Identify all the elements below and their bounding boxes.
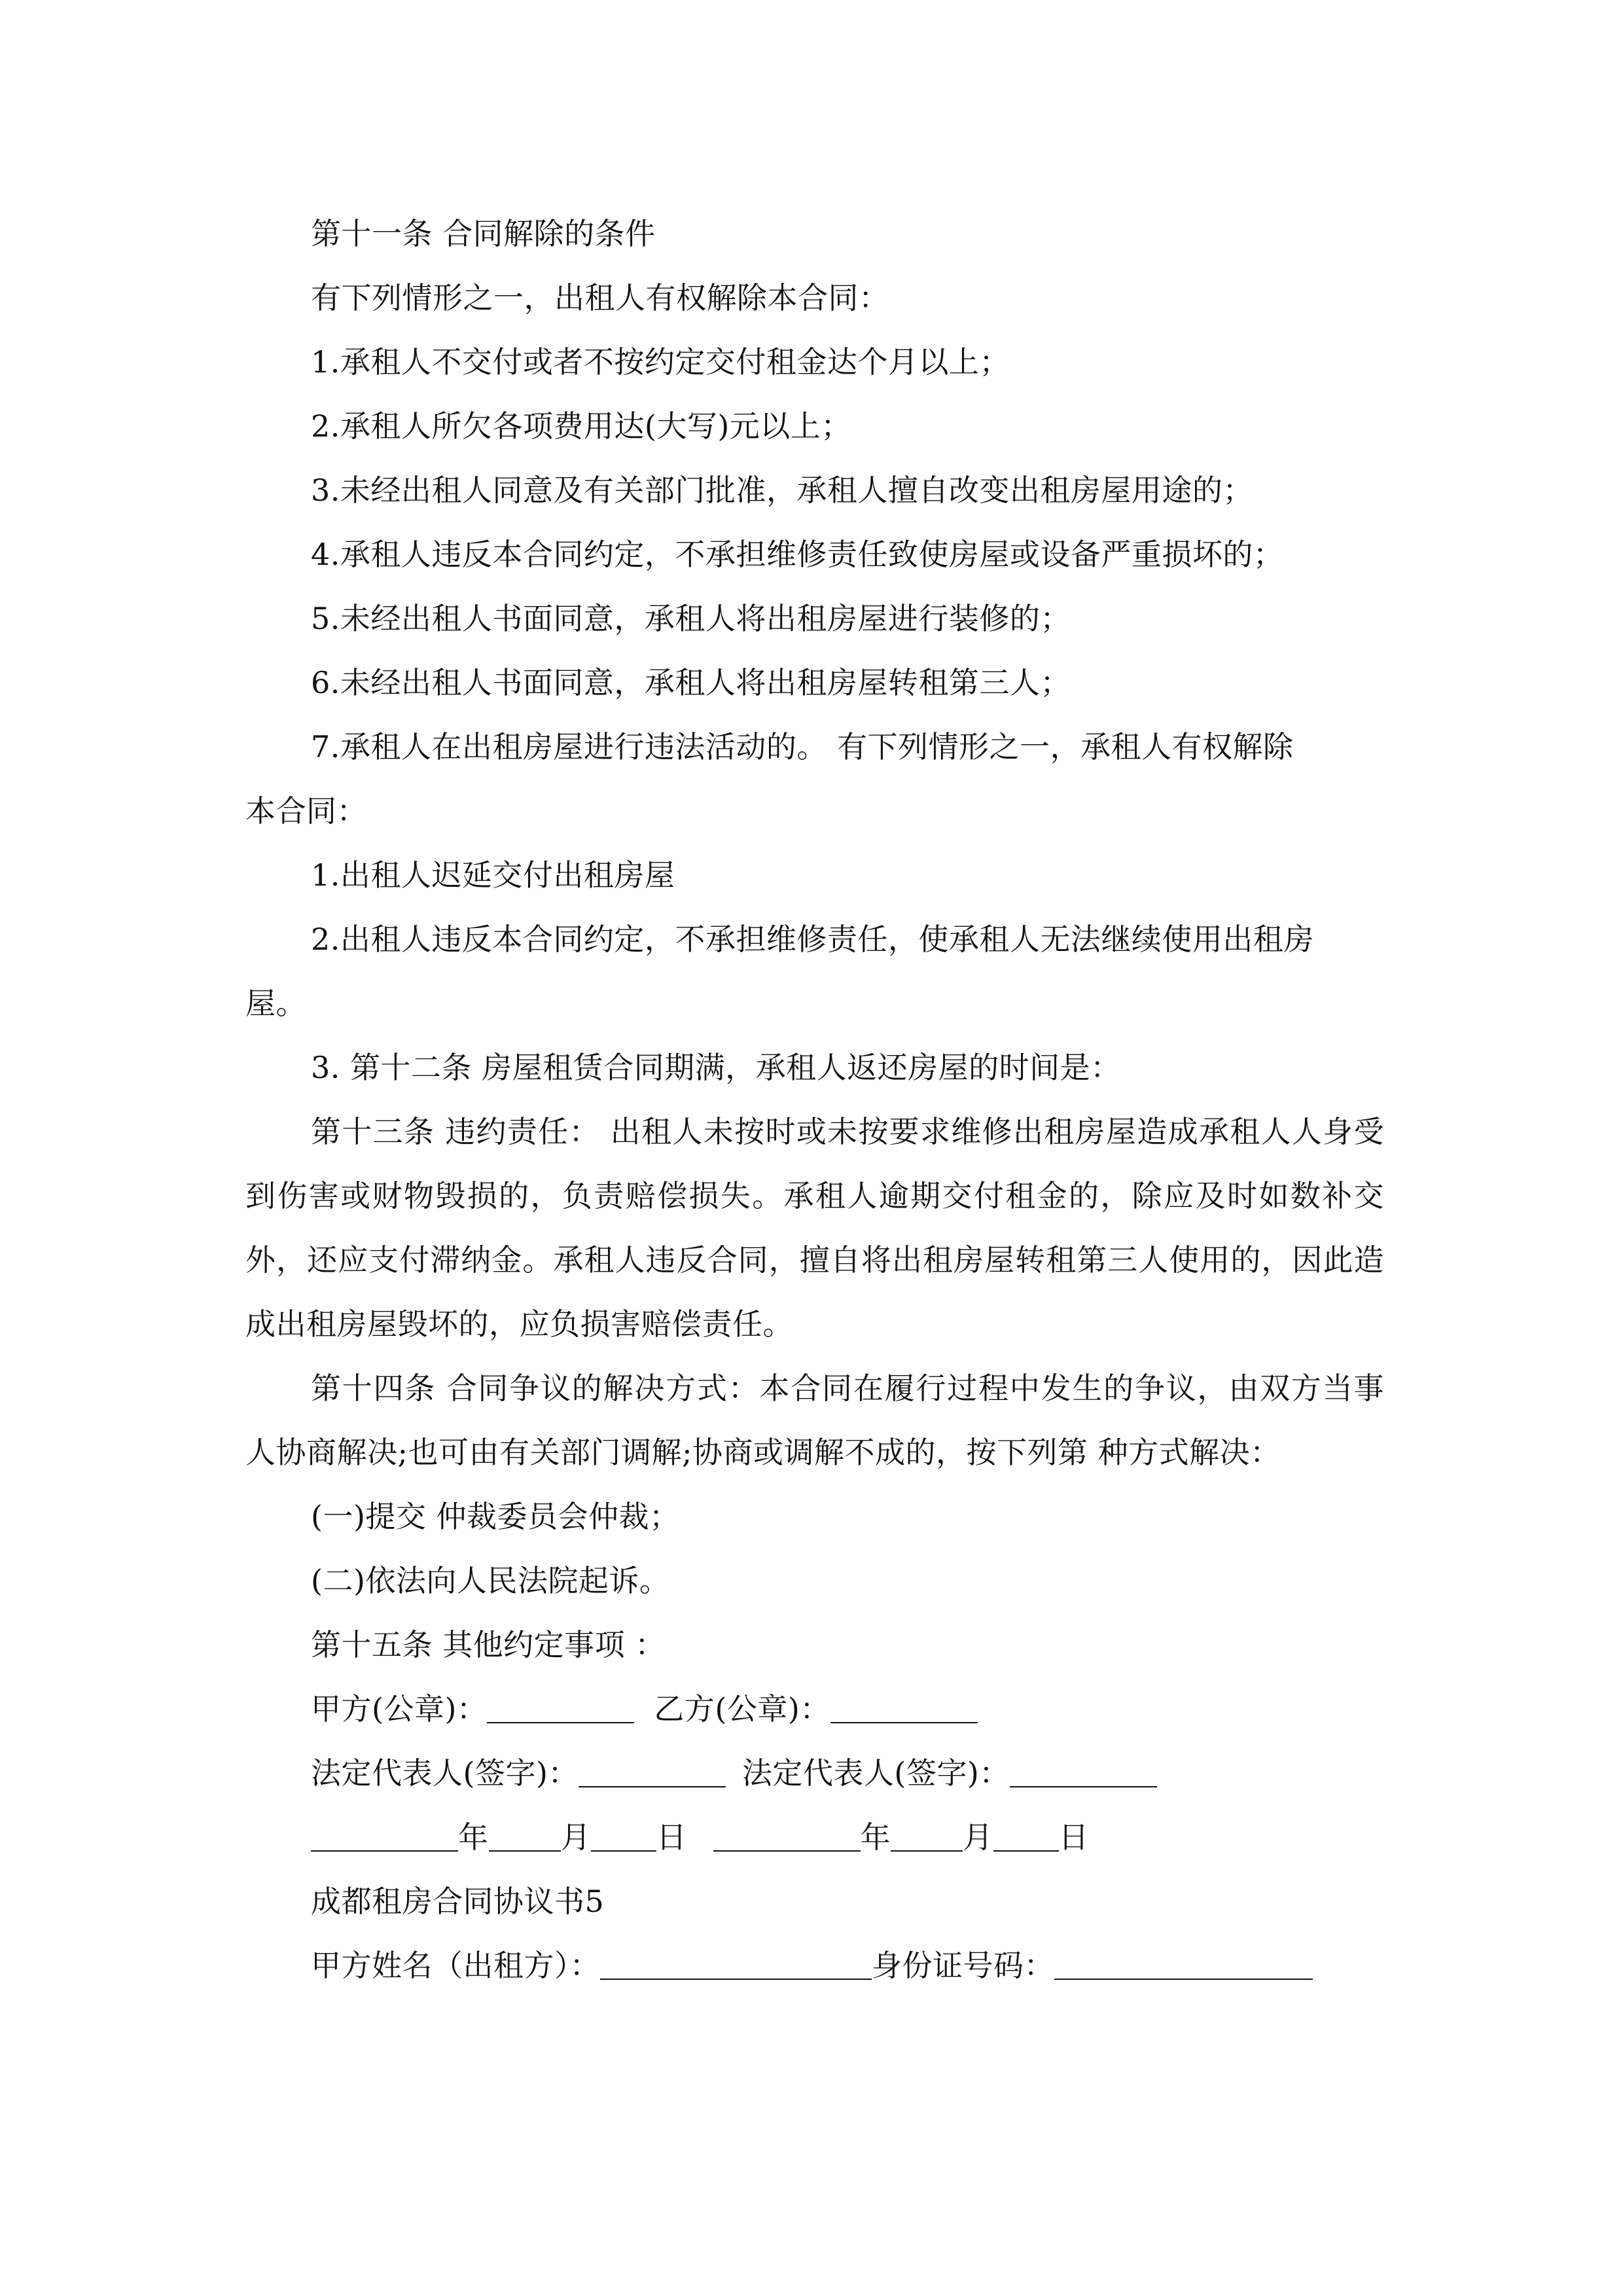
article-12: 3. 第十二条 房屋租赁合同期满，承租人返还房屋的时间是：: [311, 1050, 1121, 1085]
landlord-item-1: 1.承租人不交付或者不按约定交付租金达个月以上；: [311, 344, 1010, 380]
tenant-item-2-line2: 屋。: [245, 986, 306, 1021]
year-a-blank: [311, 1820, 458, 1852]
party-a-seal-label: 甲方(公章)：: [311, 1691, 488, 1727]
legal-rep-a-label: 法定代表人(签字)：: [311, 1755, 579, 1791]
article-11-intro: 有下列情形之一，出租人有权解除本合同：: [311, 280, 889, 315]
party-a-info-row: [245, 1933, 1384, 1998]
article-13-paragraph: 第十三条 违约责任： 出租人未按时或未按要求维修出租房屋造成承租人人身受到伤害或财物毁损的，负责赔偿损失。承租人逾期交付租金的，除应及时如数补交外，还应支付滞纳金。承租人违反合同，擅自将出租房屋转租第三人使用的，因此造成出租房屋毁坏的，应负损害赔偿责任。: [245, 1114, 1384, 1342]
party-b-seal-label: 乙方(公章)：: [654, 1691, 830, 1727]
month-b-label: 月: [963, 1820, 993, 1855]
month-a-label: 月: [560, 1820, 591, 1855]
day-b-label: 日: [1058, 1820, 1089, 1855]
id-number-label: 身份证号码：: [872, 1948, 1054, 1983]
legal-rep-b-blank: [1010, 1756, 1157, 1787]
party-b-seal-blank: [830, 1692, 978, 1723]
year-a-label: 年: [458, 1820, 489, 1855]
legal-rep-b-label: 法定代表人(签字)：: [741, 1755, 1010, 1791]
day-a-blank: [591, 1820, 656, 1852]
day-b-blank: [993, 1820, 1059, 1852]
landlord-item-6: 6.未经出租人书面同意，承租人将出租房屋转租第三人；: [311, 665, 1071, 700]
month-b-blank: [891, 1820, 963, 1852]
year-b-label: 年: [860, 1820, 891, 1855]
landlord-item-4: 4.承租人违反本合同约定，不承担维修责任致使房屋或设备严重损坏的；: [311, 537, 1284, 572]
tenant-item-2-line1: 2.出租人违反本合同约定，不承担维修责任，使承租人无法继续使用出租房: [311, 922, 1314, 957]
article-14-paragraph: 第十四条 合同争议的解决方式：本合同在履行过程中发生的争议，由双方当事人协商解决;也可由有关部门调解;协商或调解不成的，按下列第 种方式解决：: [245, 1371, 1384, 1470]
next-contract-title: 成都租房合同协议书5: [311, 1884, 605, 1919]
id-number-blank: [1054, 1948, 1313, 1980]
party-a-name-blank: [600, 1948, 872, 1980]
article-11-title: 第十一条 合同解除的条件: [311, 216, 656, 251]
landlord-item-5: 5.未经出租人书面同意，承租人将出租房屋进行装修的；: [311, 601, 1071, 636]
dispute-option-1: (一)提交 仲裁委员会仲裁；: [311, 1499, 680, 1534]
date-row: [245, 1805, 1384, 1869]
landlord-item-7-line2: 本合同：: [245, 793, 367, 829]
party-a-seal-blank: [487, 1692, 634, 1723]
day-a-label: 日: [656, 1820, 687, 1855]
dispute-option-2: (二)依法向人民法院起诉。: [311, 1563, 670, 1598]
tenant-item-1: 1.出租人迟延交付出租房屋: [311, 857, 675, 893]
landlord-item-3: 3.未经出租人同意及有关部门批准，承租人擅自改变出租房屋用途的；: [311, 473, 1253, 508]
landlord-item-7-line1: 7.承租人在出租房屋进行违法活动的。 有下列情形之一，承租人有权解除: [311, 729, 1294, 764]
month-a-blank: [489, 1820, 561, 1852]
seal-row: [245, 1677, 1384, 1741]
year-b-blank: [713, 1820, 861, 1852]
legal-rep-row: [245, 1741, 1384, 1805]
legal-rep-a-blank: [579, 1756, 726, 1787]
article-15: 第十五条 其他约定事项 ：: [311, 1627, 666, 1662]
landlord-item-2: 2.承租人所欠各项费用达(大写)元以上；: [311, 408, 851, 444]
document-body: [245, 202, 1384, 1998]
party-a-name-label: 甲方姓名（出租方）：: [311, 1948, 600, 1983]
